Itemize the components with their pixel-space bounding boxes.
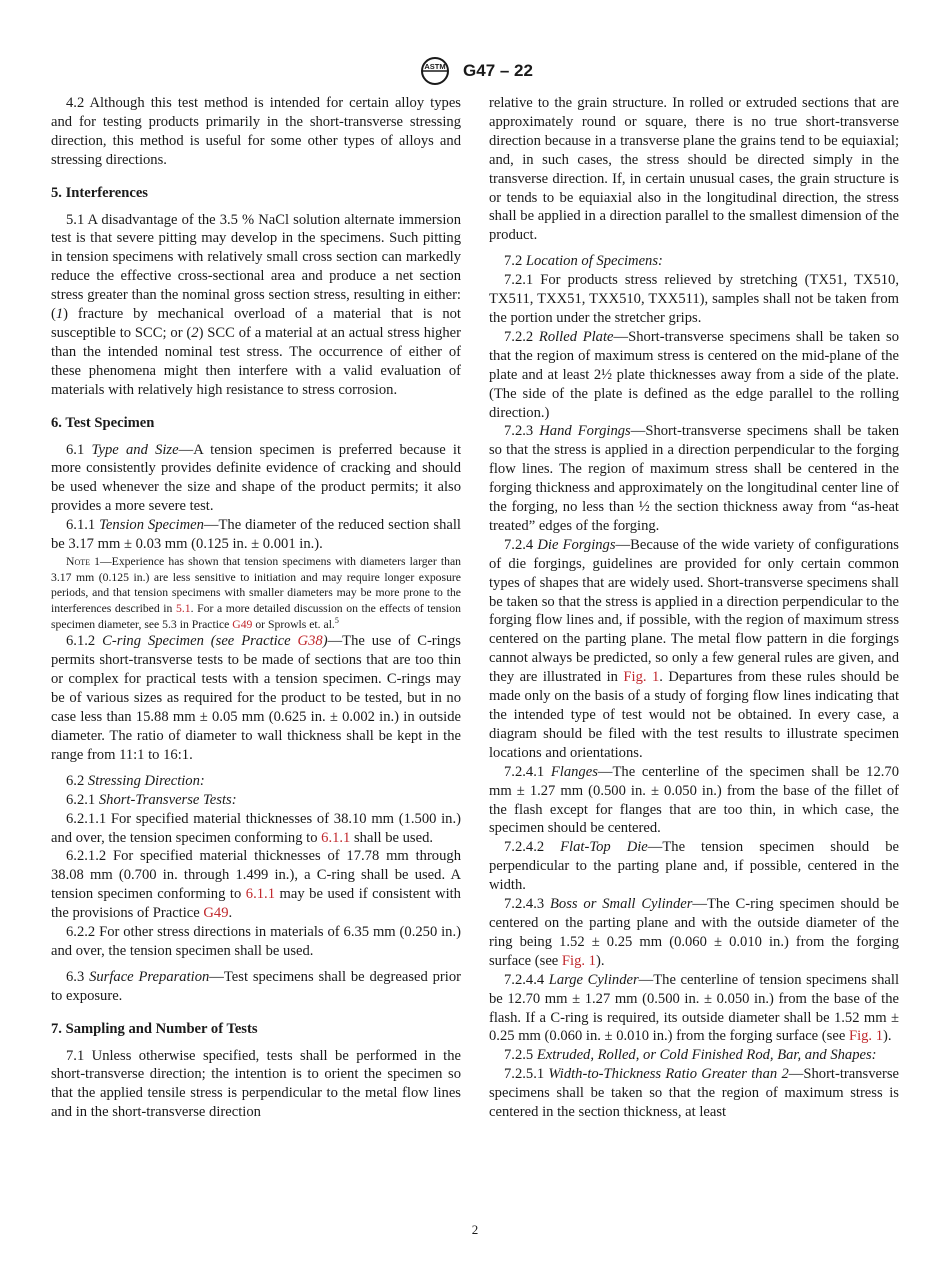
link-5-1[interactable]: 5.1 [176, 602, 191, 616]
section-6-1-1: 6.1.1 Tension Specimen—The diameter of the reduced section shall be 3.17 mm ± 0.03 mm (0.125 in. ± 0.001 in.). [51, 517, 461, 553]
document-designation: G47 – 22 [463, 61, 533, 80]
section-7-2: 7.2 Location of Specimens: [504, 253, 663, 270]
heading-interferences: 5. Interferences [51, 184, 148, 201]
section-5-1: 5.1 A disadvantage of the 3.5 % NaCl solution alternate immersion test is that severe pitting may develop in the specimens. Such pitting in tension specimens with relatively small cross section can markedly reduce the effective cross-sectional area and produce a net section stress greater than the nominal gross section stress, resulting in either: (1) fracture by mechanical overload of a material that is not susceptible to SCC; or (2) SCC of a material at an actual stress higher than the intended nominal test stress. The occurrence of either of these phenomena might then interfere with a valid evaluation of materials with relatively high resistance to stress corrosion. [51, 211, 461, 398]
page-number: 2 [471, 1222, 479, 1237]
section-7-2-4-1: 7.2.4.1 Flanges—The centerline of the specimen shall be 12.70 mm ± 1.27 mm (0.500 in. ± 0.050 in.) from the base of the fillet of the flash except for flanges that are too thin, in which case, the specimen should be centered. [489, 763, 900, 837]
section-4-2: 4.2 Although this test method is intended for certain alloy types and for testing products primarily in the short-transverse stressing direction, this method is useful for some other types of alloys and stressing directions. [51, 95, 461, 168]
heading-test-specimen: 6. Test Specimen [51, 414, 155, 431]
section-6-2: 6.2 Stressing Direction: [66, 772, 205, 789]
section-7-1: 7.1 Unless otherwise specified, tests shall be performed in the short-transverse direction; the intention is to orient the specimen so that the applied tensile stress is perpendicular to the metal flow lines and in the short-transverse direction [51, 1047, 461, 1121]
section-7-2-5-1: 7.2.5.1 Width-to-Thickness Ratio Greater than 2—Short-transverse specimens shall be taken so that the region of maximum stress is centered in the section thickness, at least [489, 1066, 900, 1121]
link-g38[interactable]: G38 [297, 633, 323, 650]
section-6-2-1-2: 6.2.1.2 For specified material thicknesses of 17.78 mm through 38.08 mm (0.700 in. through 1.499 in.), a C-ring shall be used. A tension specimen conforming to 6.1.1 may be used if consistent with the provisions of Practice G49. [51, 848, 461, 922]
section-7-2-4-4: 7.2.4.4 Large Cylinder—The centerline of tension specimens shall be 12.70 mm ± 1.27 mm (0.500 in. ± 0.050 in.) from the base of the flash. If a C-ring is required, its outside diameter shall be 1.52 mm ± 0.25 mm (0.060 in. ± 0.010 in.) from the forging surface (see Fig. 1). [489, 971, 899, 1045]
section-7-2-4-2: 7.2.4.2 Flat-Top Die—The tension specimen should be perpendicular to the parting plane and, if possible, centered in the width. [489, 839, 900, 894]
link-6-1-1[interactable]: 6.1.1 [321, 829, 351, 846]
astm-logo-icon [417, 56, 453, 86]
section-6-2-1-1: 6.2.1.1 For specified material thicknesses of 38.10 mm (1.500 in.) and over, the tension specimen conforming to 6.1.1 shall be used. [51, 810, 461, 846]
section-6-1: 6.1 Type and Size—A tension specimen is preferred because it more consistently provides definite evidence of cracking and should be used whenever the size and shape of the product permits; it also provides a more severe test. [51, 441, 461, 515]
section-7-2-4-3: 7.2.4.3 Boss or Small Cylinder—The C-ring specimen should be centered on the parting plane and with the outside diameter of the ring being 1.52 ± 0.25 mm (0.060 ± 0.010 in.) from the forging surface (see Fig. 1). [489, 896, 899, 969]
note-1: Note 1—Experience has shown that tension specimens with diameters larger than 3.17 mm (0.125 in.) are less sensitive to initiation and may require longer exposure periods, and that tension specimens with smaller diameters may be more prone to the interferences described in 5.1. For a more detailed discussion on the effects of tension specimen diameter, see 5.3 in Practice G49 or Sprowls et. al.$^5$ [51, 554, 461, 631]
section-7-1-continued: relative to the grain structure. In rolled or extruded sections that are approximately round or square, there is no true short-transverse direction because in a transverse plane the grains tend to be equiaxial; and, in such cases, the stress should be directed simply in the transverse direction. If, in certain unusual cases, the grain structure is or tends to be equiaxial also in the longitudinal direction, the stress shall be applied in a direction parallel to the smallest dimension of the product. [489, 95, 899, 244]
heading-sampling: 7. Sampling and Number of Tests [51, 1020, 258, 1037]
link-fig-1[interactable]: Fig. 1 [848, 1028, 884, 1045]
link-6-1-1[interactable]: 6.1.1 [245, 886, 275, 903]
section-7-2-2: 7.2.2 Rolled Plate—Short-transverse specimens shall be taken so that the region of maximum stress is centered on the mid-plane of the plate and at least 2½ plate thicknesses away from a side of the plate. (The side of the plate is defined as the edge parallel to the rolling direction.) [489, 328, 900, 421]
link-fig-1[interactable]: Fig. 1 [623, 669, 660, 686]
logo-text: ASTM [424, 62, 446, 71]
page-header [0, 56, 950, 86]
link-g49[interactable]: G49 [203, 905, 229, 922]
section-7-2-4: 7.2.4 Die Forgings—Because of the wide variety of configurations of die forgings, guidelines are provided for only certain common types of shapes that are widely used. Short-transverse specimens shall be taken so that the stress is applied in a direction perpendicular to the forging flow lines and, if possible, with the region of maximum stress centered on the parting plane. The metal flow pattern in die forgings cannot always be predicted, so only a few general rules are given, and they are illustrated in Fig. 1. Departures from these rules should be made only on the basis of a study of forging flow lines indicating that the intended type of test would not be obtained. In every case, a diagram should be filed with the test results to illustrate specimen locations and orientations. [489, 536, 900, 761]
section-6-3: 6.3 Surface Preparation—Test specimens shall be degreased prior to exposure. [51, 968, 462, 1004]
section-7-2-1: 7.2.1 For products stress relieved by stretching (TX51, TX510, TX511, TXX51, TXX510, TXX511), samples shall not be taken from the portion under the stretcher grips. [489, 272, 899, 326]
section-6-1-2: 6.1.2 C-ring Specimen (see Practice G38)—The use of C-rings permits short-transverse tests to be made of sections that are too thin or complex for practical tests with a tension specimen. C-rings may be of various sizes as required for the product to be tested, but in no case less than 15.88 mm ± 0.05 mm (0.625 in. ± 0.002 in.) in outside diameter. The ratio of diameter to wall thickness shall be kept in the range from 11:1 to 16:1. [51, 633, 461, 763]
right-column [489, 94, 899, 1122]
left-column [51, 94, 461, 1122]
section-6-2-1: 6.2.1 Short-Transverse Tests: [66, 791, 237, 808]
section-7-2-5: 7.2.5 Extruded, Rolled, or Cold Finished Rod, Bar, and Shapes: [504, 1047, 877, 1064]
section-7-2-3: 7.2.3 Hand Forgings—Short-transverse specimens shall be taken so that the stress is applied in a direction perpendicular to the forging flow lines. The region of maximum stress shall be centered in the forging thickness and approximately on the longitudinal center line of the forging, no less than ½ the section thickness away from “as-heat treated” edges of the forging. [489, 423, 899, 534]
link-g49[interactable]: G49 [232, 617, 253, 631]
link-fig-1[interactable]: Fig. 1 [561, 952, 596, 969]
section-6-2-2: 6.2.2 For other stress directions in materials of 6.35 mm (0.250 in.) and over, the tension specimen shall be used. [51, 924, 461, 959]
